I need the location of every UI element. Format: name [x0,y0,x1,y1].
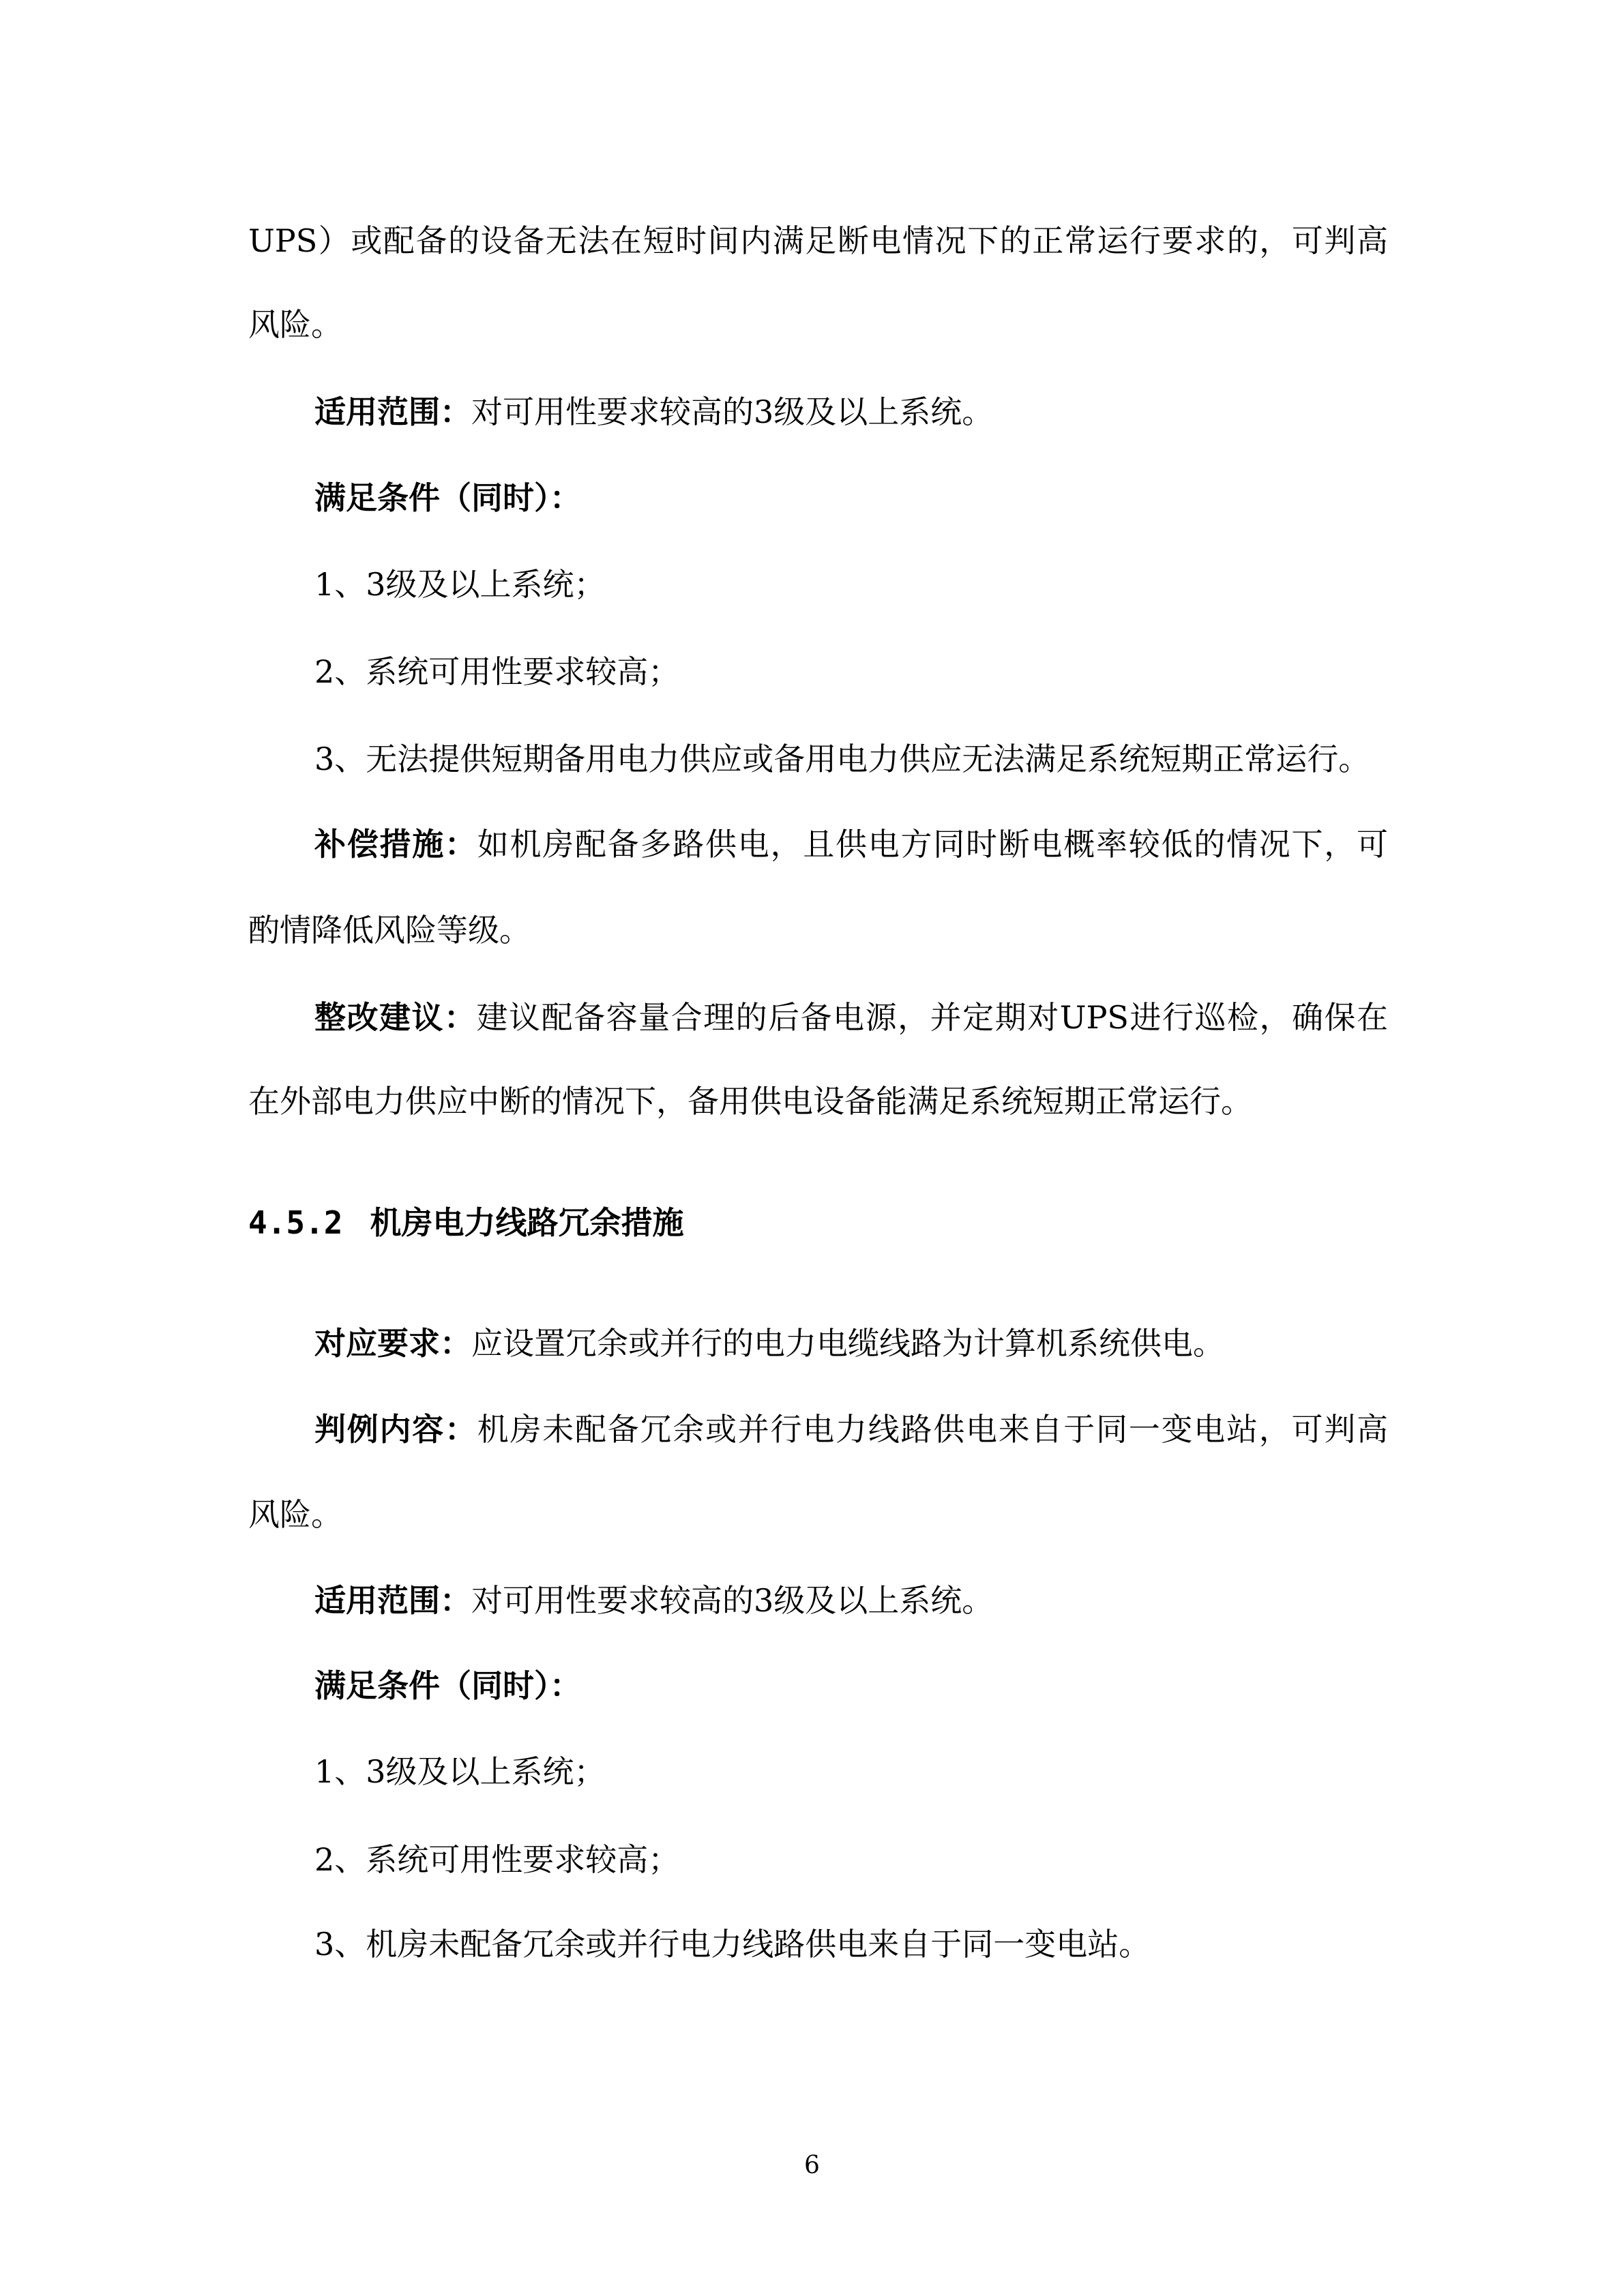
condition-item: 1、3级及以上系统； [314,566,606,603]
scope-text: 对可用性要求较高的3级及以上系统。 [471,1582,994,1619]
scope-paragraph [314,391,1388,433]
compensation-text: 如机房配备多路供电，且供电方同时断电概率较低的情况下，可 [477,826,1388,863]
requirement-label: 对应要求： [314,1325,471,1362]
scope-label: 适用范围： [314,1582,471,1619]
case-label: 判例内容： [314,1411,477,1448]
section-heading [248,1202,1388,1244]
condition-item: 3、无法提供短期备用电力供应或备用电力供应无法满足系统短期正常运行。 [314,741,1370,777]
condition-item: 2、系统可用性要求较高； [314,653,680,690]
paragraph-line: UPS）或配备的设备无法在短时间内满足断电情况下的正常运行要求的，可判高 [248,222,1388,259]
requirement-paragraph [314,1322,1388,1365]
case-paragraph [314,1408,1388,1450]
paragraph-line: 酌情降低风险等级。 [248,912,531,949]
case-text: 机房未配备冗余或并行电力线路供电来自于同一变电站，可判高 [477,1411,1388,1448]
rectification-label: 整改建议： [314,999,477,1036]
condition-item: 3、机房未配备冗余或并行电力线路供电来自于同一变电站。 [314,1926,1151,1963]
conditions-label: 满足条件（同时）： [314,479,581,516]
paragraph-line: 风险。 [248,306,342,343]
rectification-text: 建议配备容量合理的后备电源，并定期对UPS进行巡检，确保在 [476,999,1389,1036]
section-title: 机房电力线路冗余措施 [370,1204,684,1241]
paragraph-line: 风险。 [248,1496,342,1533]
scope-paragraph [314,1579,1388,1622]
paragraph-line: 在外部电力供应中断的情况下，备用供电设备能满足系统短期正常运行。 [248,1083,1252,1120]
conditions-label: 满足条件（同时）： [314,1667,581,1704]
condition-item: 2、系统可用性要求较高； [314,1841,680,1878]
requirement-text: 应设置冗余或并行的电力电缆线路为计算机系统供电。 [471,1325,1224,1362]
page-number: 6 [804,2151,820,2179]
section-number: 4.5.2 [248,1204,343,1241]
rectification-paragraph [314,996,1388,1039]
compensation-paragraph [314,823,1388,865]
scope-label: 适用范围： [314,393,471,430]
scope-text: 对可用性要求较高的3级及以上系统。 [471,393,994,430]
condition-item: 1、3级及以上系统； [314,1753,606,1790]
compensation-label: 补偿措施： [314,826,477,863]
